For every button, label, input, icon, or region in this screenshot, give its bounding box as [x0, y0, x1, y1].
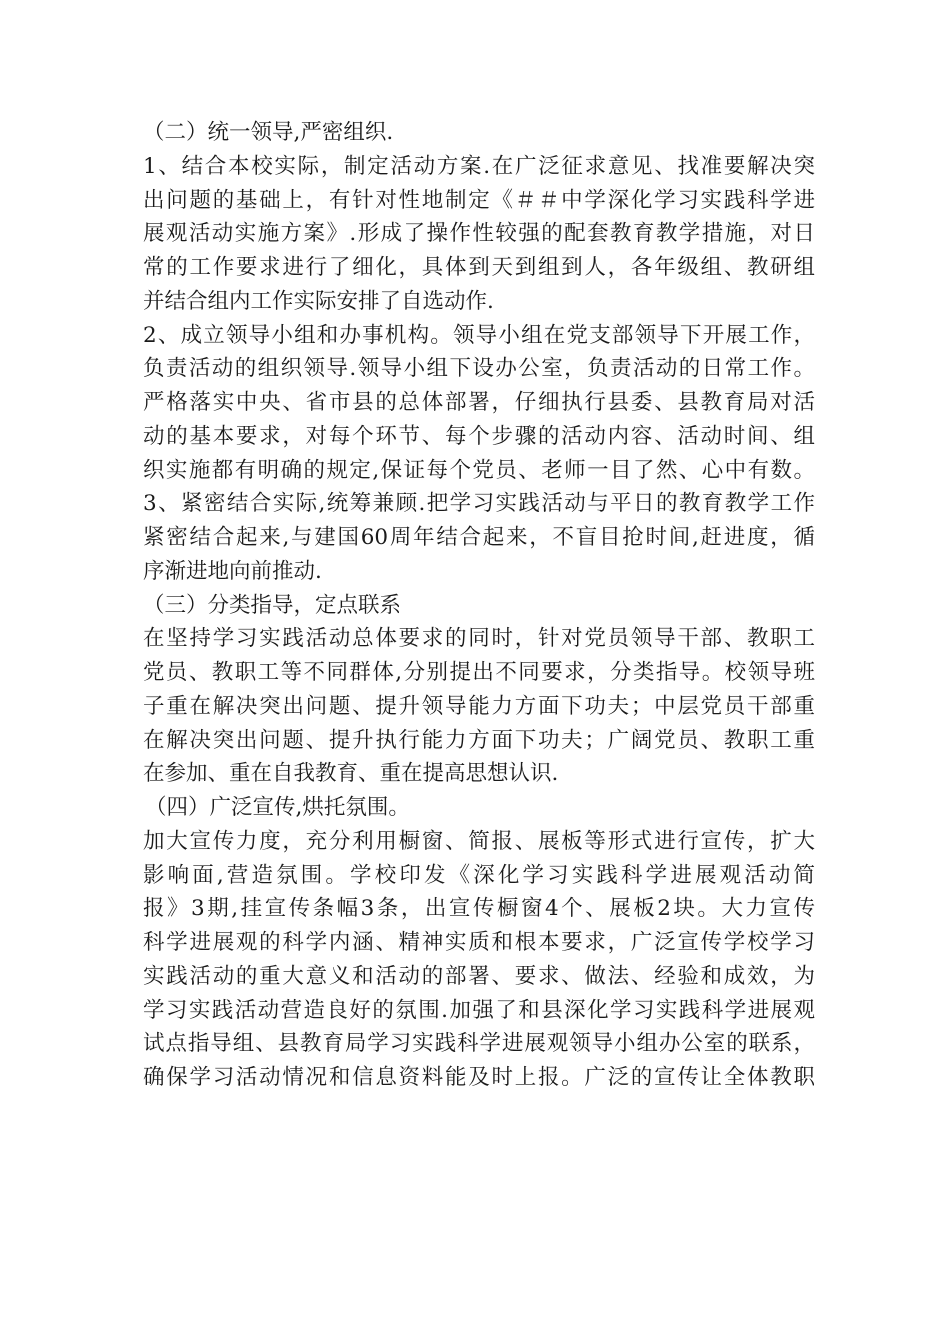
- text-line: 加大宣传力度，充分利用橱窗、简报、展板等形式进行宣传，扩大: [143, 828, 815, 854]
- text-line: 展观活动实施方案》.形成了操作性较强的配套教育教学措施，对日: [143, 221, 815, 247]
- text-line: 报》3期,挂宣传条幅3条，出宣传橱窗4个、展板2块。大力宣传: [143, 896, 815, 922]
- heading-section-3: （三）分类指导，定点联系: [143, 592, 402, 618]
- text-line: 确保学习活动情况和信息资料能及时上报。广泛的宣传让全体教职: [143, 1065, 815, 1090]
- heading-section-4: （四）广泛宣传,烘托氛围。: [145, 795, 410, 820]
- text-line: 出问题的基础上，有针对性地制定《＃＃中学深化学习实践科学进: [143, 187, 815, 213]
- text-line: 序渐进地向前推动.: [143, 558, 322, 584]
- text-line: 2、成立领导小组和办事机构。领导小组在党支部领导下开展工作，: [143, 322, 815, 348]
- text-line: 织实施都有明确的规定,保证每个党员、老师一目了然、心中有数。: [143, 457, 815, 483]
- text-line: 负责活动的组织领导.领导小组下设办公室，负责活动的日常工作。: [143, 356, 815, 382]
- text-line: 3、紧密结合实际,统筹兼顾.把学习实践活动与平日的教育教学工作: [143, 491, 815, 517]
- text-line: 实践活动的重大意义和活动的部署、要求、做法、经验和成效，为: [143, 963, 815, 989]
- text-line: 并结合组内工作实际安排了自选动作.: [143, 288, 494, 314]
- text-line: 试点指导组、县教育局学习实践科学进展观领导小组办公室的联系，: [143, 1031, 815, 1057]
- document-body: [143, 116, 815, 1095]
- text-line: 影响面,营造氛围。学校印发《深化学习实践科学进展观活动简: [143, 862, 815, 888]
- text-line: 在参加、重在自我教育、重在提高思想认识.: [143, 761, 559, 787]
- text-line: 紧密结合起来,与建国60周年结合起来，不盲目抢时间,赶进度，循: [143, 525, 815, 550]
- text-line: 常的工作要求进行了细化，具体到天到组到人，各年级组、教研组: [143, 255, 815, 280]
- text-line: 严格落实中央、省市县的总体部署，仔细执行县委、县教育局对活: [143, 390, 815, 415]
- text-line: 子重在解决突出问题、提升领导能力方面下功夫；中层党员干部重: [143, 693, 815, 719]
- text-line: 动的基本要求，对每个环节、每个步骤的活动内容、活动时间、组: [143, 423, 815, 449]
- text-line: 1、结合本校实际，制定活动方案.在广泛征求意见、找准要解决突: [143, 153, 815, 179]
- heading-section-2: （二）统一领导,严密组织.: [143, 120, 394, 145]
- text-line: 科学进展观的科学内涵、精神实质和根本要求，广泛宣传学校学习: [143, 930, 815, 955]
- text-line: 在坚持学习实践活动总体要求的同时，针对党员领导干部、教职工: [143, 626, 815, 652]
- text-line: 学习实践活动营造良好的氛围.加强了和县深化学习实践科学进展观: [143, 997, 815, 1023]
- text-line: 在解决突出问题、提升执行能力方面下功夫；广阔党员、教职工重: [143, 727, 815, 753]
- text-line: 党员、教职工等不同群体,分别提出不同要求，分类指导。校领导班: [143, 660, 815, 685]
